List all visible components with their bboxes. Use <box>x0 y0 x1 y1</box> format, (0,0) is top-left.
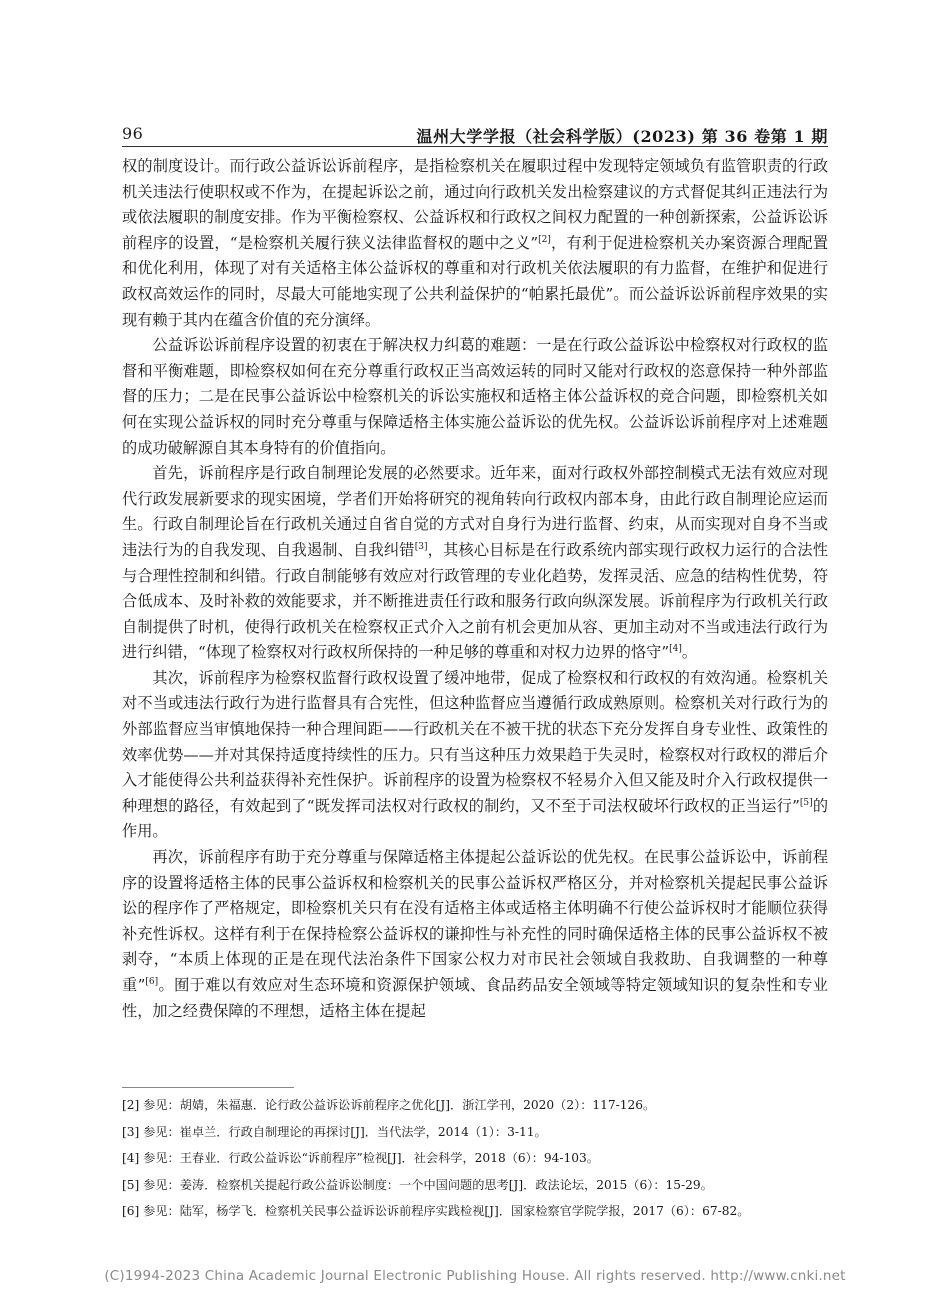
paragraph-5: 再次，诉前程序有助于充分尊重与保障适格主体提起公益诉讼的优先权。在民事公益诉讼中，诉前程序的设置将适格主体的民事公益诉权和检察机关的民事公益诉权严格区分，并对检察机关提起民事公益诉讼的程序作了严格规定，即检察机关只有在没有适格主体或适格主体明确不行使公益诉权时才能顺位获得补充性诉权。这样有利于在保持检察公益诉权的谦抑性与补充性的同时确保适格主体的民事公益诉权不被剥夺，“本质上体现的正是在现代法治条件下国家公权力对市民社会领域自我救助、自我调整的一种尊重”[6]。囿于难以有效应对生态环境和资源保护领域、食品药品安全领域等特定领域知识的复杂性和专业性，加之经费保障的不理想，适格主体在提起 <box>122 848 828 1020</box>
paragraph-1: 权的制度设计。而行政公益诉讼诉前程序，是指检察机关在履职过程中发现特定领域负有监管职责的行政机关违法行使职权或不作为，在提起诉讼之前，通过向行政机关发出检察建议的方式督促其纠正违法行为或依法履职的制度安排。作为平衡检察权、公益诉权和行政权之间权力配置的一种创新探索，公益诉讼诉前程序的设置，“是检察机关履行狭义法律监督权的题中之义”[2]，有利于促进检察机关办案资源合理配置和优化利用，体现了对有关适格主体公益诉权的尊重和对行政机关依法履职的有力监督，在维护和促进行政权高效运作的同时，尽最大可能地实现了公共利益保护的“帕累托最优”。而公益诉讼诉前程序效果的实现有赖于其内在蕴含价值的充分演绎。 <box>122 157 829 329</box>
journal-title: 温州大学学报（社会科学版）(2023) 第 36 卷第 1 期 <box>416 127 828 146</box>
footnote-2: [2] 参见：胡婧，朱福惠．论行政公益诉讼诉前程序之优化[J]．浙江学刊，2020（2）：117-126。 <box>122 1098 656 1112</box>
footnote-4: [4] 参见：王春业．行政公益诉讼“诉前程序”检视[J]．社会科学，2018（6）：94-103。 <box>122 1151 599 1165</box>
paragraph-4: 其次，诉前程序为检察权监督行政权设置了缓冲地带，促成了检察权和行政权的有效沟通。检察机关对不当或违法行政行为进行监督具有合宪性，但这种监督应当遵循行政成熟原则。检察机关对行政行为的外部监督应当审慎地保持一种合理间距——行政机关在不被干扰的状态下充分发挥自身专业性、政策性的效率优势——并对其保持适度持续性的压力。只有当这种压力效果趋于失灵时，检察权对行政权的滞后介入才能使得公共利益获得补充性保护。诉前程序的设置为检察权不轻易介入但又能及时介入行政权提供一种理想的路径，有效起到了“既发挥司法权对行政权的制约，又不至于司法权破坏行政权的正当运行”[5]的作用。 <box>122 668 829 841</box>
footnote-ref-3[interactable]: [3] <box>414 541 428 552</box>
copyright-notice: (C)1994-2023 China Academic Journal Electronic Publishing House. All rights reserved. http://www.cnki.net <box>104 1268 846 1284</box>
paragraph-2: 公益诉讼诉前程序设置的初衷在于解决权力纠葛的难题：一是在行政公益诉讼中检察权对行政权的监督和平衡难题，即检察权如何在充分尊重行政权正当高效运转的同时又能对行政权的恣意保持一种外部监督的压力；二是在民事公益诉讼中检察机关的诉讼实施权和适格主体公益诉权的竞合问题，即检察机关如何在实现公益诉权的同时充分尊重与保障适格主体实施公益诉讼的优先权。公益诉讼诉前程序对上述难题的成功破解源自其本身特有的价值指向。 <box>122 336 828 457</box>
footnote-5: [5] 参见：姜涛．检察机关提起行政公益诉讼制度：一个中国问题的思考[J]．政法论坛，2015（6）：15-29。 <box>122 1177 713 1192</box>
footnote-ref-6[interactable]: [6] <box>145 976 159 987</box>
paragraph-3: 首先，诉前程序是行政自制理论发展的必然要求。近年来，面对行政权外部控制模式无法有效应对现代行政发展新要求的现实困境，学者们开始将研究的视角转向行政权内部本身，由此行政自制理论应运而生。行政自制理论旨在行政机关通过自省自觉的方式对自身行为进行监督、约束，从而实现对自身不当或违法行为的自我发现、自我遏制、自我纠错[3]，其核心目标是在行政系统内部实现行政权力运行的合法性与合理性控制和纠错。行政自制能够有效应对行政管理的专业化趋势，发挥灵活、应急的结构性优势，符合低成本、及时补救的效能要求，并不断推进责任行政和服务行政向纵深发展。诉前程序为行政机关行政自制提供了时机，使得行政机关在检察权正式介入之前有机会更加从容、更加主动对不当或违法行政行为进行纠错，“体现了检察权对行政权所保持的一种足够的尊重和对权力边界的恪守”[4]。 <box>122 464 829 662</box>
article-body <box>122 154 828 1024</box>
footnote-3: [3] 参见：崔卓兰．行政自制理论的再探讨[J]．当代法学，2014（1）：3-11。 <box>122 1124 547 1139</box>
footnote-ref-5[interactable]: [5] <box>799 797 813 808</box>
page-number: 96 <box>122 124 144 143</box>
footnote-divider <box>122 1087 294 1088</box>
footnote-ref-2[interactable]: [2] <box>538 234 551 245</box>
running-header <box>122 124 828 147</box>
footnote-6: [6] 参见：陆军，杨学飞．检察机关民事公益诉讼诉前程序实践检视[J]．国家检察官学院学报，2017（6）：67-82。 <box>122 1204 750 1218</box>
footnote-ref-4[interactable]: [4] <box>669 644 682 655</box>
footnotes <box>122 1092 828 1225</box>
